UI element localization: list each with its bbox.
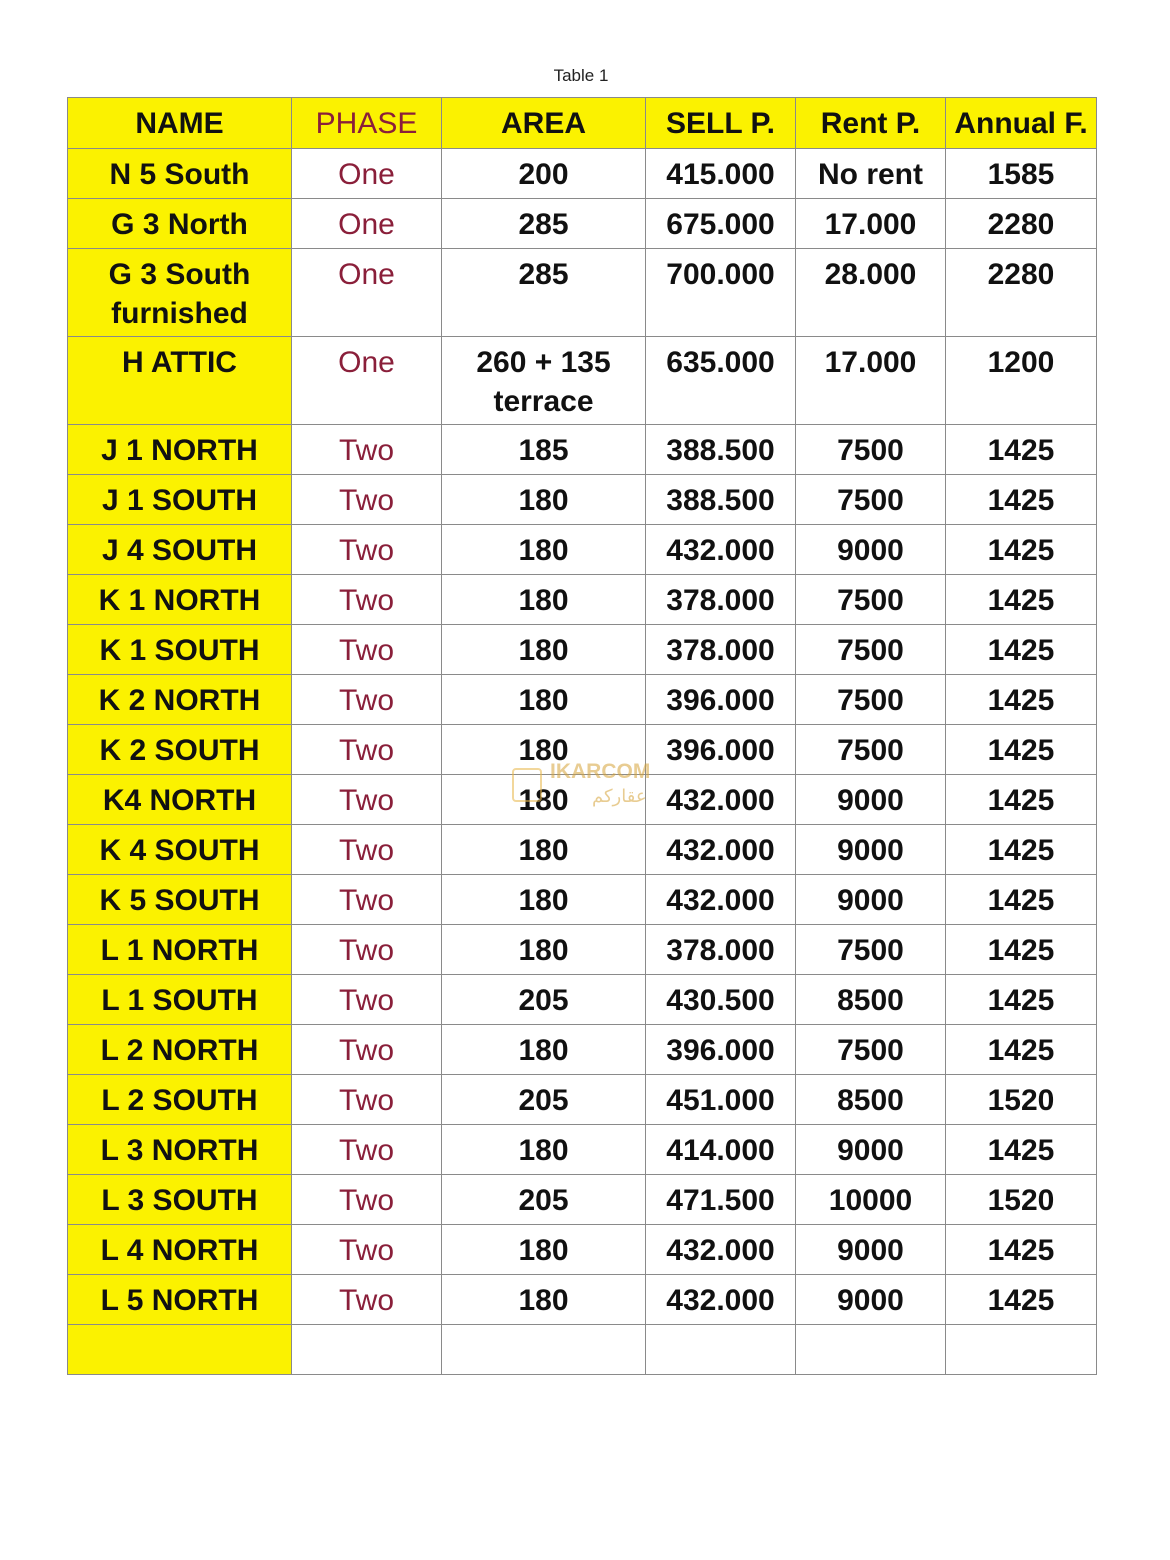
cell-phase: Two [292,575,442,625]
cell-area-line: 180 [518,584,569,617]
cell-annual-fee: 1425 [946,925,1097,975]
cell-area [442,249,646,337]
cell-area [442,1225,646,1275]
cell-rent-price: 9000 [796,1125,946,1175]
cell-sell-price: 378.000 [646,925,796,975]
cell-area-line: 180 [518,534,569,567]
cell-name-line: K 2 SOUTH [99,734,260,767]
cell-rent-price: 9000 [796,1225,946,1275]
cell-area-line: 180 [518,734,569,767]
cell-rent-price: 9000 [796,825,946,875]
cell-phase: Two [292,525,442,575]
cell-name [68,249,292,337]
cell-phase [292,1325,442,1375]
cell-rent-price: 28.000 [796,249,946,337]
cell-area-line: 180 [518,1134,569,1167]
cell-phase: One [292,199,442,249]
cell-area [442,1025,646,1075]
cell-name [68,875,292,925]
cell-annual-fee: 1425 [946,875,1097,925]
cell-area [442,199,646,249]
header-sell-price: SELL P. [646,98,796,149]
cell-name-line: L 4 NORTH [100,1234,259,1267]
header-name: NAME [68,98,292,149]
cell-phase: One [292,249,442,337]
cell-area [442,575,646,625]
cell-phase: Two [292,1225,442,1275]
cell-area [442,337,646,425]
cell-rent-price: 10000 [796,1175,946,1225]
cell-annual-fee: 1425 [946,1125,1097,1175]
cell-annual-fee: 1425 [946,1225,1097,1275]
cell-phase: Two [292,1075,442,1125]
table-caption: Table 1 [553,66,609,85]
cell-phase: Two [292,875,442,925]
header-rent-price: Rent P. [796,98,946,149]
table-row [68,575,1097,625]
cell-rent-price: 7500 [796,725,946,775]
cell-area-line: 180 [518,684,569,717]
table-row [68,1025,1097,1075]
cell-area-line: 180 [518,1284,569,1317]
cell-name [68,425,292,475]
cell-name [68,525,292,575]
cell-area [442,525,646,575]
cell-area [442,1275,646,1325]
cell-area [442,1075,646,1125]
cell-area-line: 205 [518,1084,569,1117]
cell-rent-price: 9000 [796,525,946,575]
cell-name-line: K 2 NORTH [98,684,261,717]
table-row [68,1125,1097,1175]
cell-name-line: N 5 South [109,158,250,191]
cell-name [68,675,292,725]
header-row [68,98,1097,149]
cell-annual-fee: 1425 [946,1275,1097,1325]
cell-rent-price: 7500 [796,425,946,475]
table-row [68,625,1097,675]
table-row [68,875,1097,925]
cell-area-line: terrace [493,385,594,418]
cell-annual-fee: 2280 [946,199,1097,249]
cell-rent-price: 9000 [796,1275,946,1325]
cell-area-line: 180 [518,1034,569,1067]
cell-area-line: 180 [518,834,569,867]
cell-name-line: L 5 NORTH [100,1284,259,1317]
cell-area-line: 185 [518,434,569,467]
cell-annual-fee: 1425 [946,425,1097,475]
cell-area-line: 200 [518,158,569,191]
cell-name [68,475,292,525]
cell-name-line: L 1 NORTH [100,934,259,967]
cell-sell-price: 432.000 [646,1225,796,1275]
table-row [68,775,1097,825]
cell-area-line: 260 + 135 [476,346,611,379]
cell-name-line: J 1 SOUTH [101,484,258,517]
cell-name-line: K 5 SOUTH [99,884,260,917]
cell-sell-price: 432.000 [646,775,796,825]
table-row [68,1175,1097,1225]
table-row [68,725,1097,775]
cell-annual-fee [946,1325,1097,1375]
cell-name [68,925,292,975]
table-row [68,825,1097,875]
cell-area-line: 180 [518,484,569,517]
cell-name-line: J 4 SOUTH [101,534,258,567]
cell-name [68,337,292,425]
cell-area [442,875,646,925]
cell-name-line: L 2 SOUTH [101,1084,258,1117]
table-row [68,675,1097,725]
cell-area [442,725,646,775]
cell-sell-price: 700.000 [646,249,796,337]
cell-area [442,1175,646,1225]
cell-annual-fee: 1520 [946,1075,1097,1125]
table-row [68,337,1097,425]
cell-annual-fee: 1425 [946,1025,1097,1075]
cell-rent-price: 8500 [796,1075,946,1125]
table-row [68,249,1097,337]
cell-sell-price: 388.500 [646,425,796,475]
cell-phase: One [292,337,442,425]
cell-phase: Two [292,725,442,775]
cell-annual-fee: 1425 [946,475,1097,525]
property-table [67,97,1097,1375]
table-body [68,149,1097,1375]
cell-name-line: J 1 NORTH [101,434,258,467]
cell-sell-price: 396.000 [646,675,796,725]
cell-annual-fee: 1520 [946,1175,1097,1225]
cell-rent-price: 7500 [796,475,946,525]
cell-rent-price [796,1325,946,1375]
cell-name-line: L 2 NORTH [100,1034,259,1067]
cell-annual-fee: 1425 [946,975,1097,1025]
cell-sell-price: 378.000 [646,575,796,625]
cell-area [442,625,646,675]
cell-sell-price: 414.000 [646,1125,796,1175]
cell-area-line: 205 [518,1184,569,1217]
cell-phase: Two [292,775,442,825]
cell-phase: Two [292,975,442,1025]
cell-annual-fee: 1425 [946,725,1097,775]
cell-rent-price: 7500 [796,1025,946,1075]
table-row [68,975,1097,1025]
cell-rent-price: 9000 [796,875,946,925]
cell-name-line: furnished [111,297,248,330]
cell-sell-price: 378.000 [646,625,796,675]
cell-sell-price: 432.000 [646,825,796,875]
table-row [68,525,1097,575]
cell-name-line: L 3 SOUTH [101,1184,258,1217]
cell-name-line: G 3 South [108,258,251,291]
cell-phase: Two [292,625,442,675]
cell-area-line: 180 [518,1234,569,1267]
cell-area [442,775,646,825]
cell-sell-price: 471.500 [646,1175,796,1225]
cell-annual-fee: 1425 [946,775,1097,825]
cell-phase: Two [292,925,442,975]
header-annual-fee: Annual F. [946,98,1097,149]
cell-sell-price: 415.000 [646,149,796,199]
cell-phase: Two [292,1025,442,1075]
cell-name [68,1125,292,1175]
cell-name [68,725,292,775]
cell-annual-fee: 1425 [946,825,1097,875]
cell-sell-price: 432.000 [646,875,796,925]
cell-sell-price: 635.000 [646,337,796,425]
cell-rent-price: 17.000 [796,199,946,249]
cell-name [68,975,292,1025]
cell-sell-price: 432.000 [646,525,796,575]
cell-name-line: K 1 SOUTH [99,634,260,667]
cell-name-line: K 1 NORTH [98,584,261,617]
cell-phase: One [292,149,442,199]
cell-rent-price: 8500 [796,975,946,1025]
cell-area [442,975,646,1025]
cell-name [68,1275,292,1325]
header-phase: PHASE [292,98,442,149]
cell-annual-fee: 1425 [946,675,1097,725]
table-row [68,925,1097,975]
table-row [68,199,1097,249]
cell-name [68,775,292,825]
cell-area-line: 180 [518,934,569,967]
cell-phase: Two [292,1125,442,1175]
table-row [68,475,1097,525]
cell-annual-fee: 1200 [946,337,1097,425]
cell-name-line: L 3 NORTH [100,1134,259,1167]
cell-area [442,425,646,475]
cell-annual-fee: 2280 [946,249,1097,337]
table-row [68,1225,1097,1275]
cell-name [68,1325,292,1375]
cell-area-line: 285 [518,258,569,291]
cell-area [442,475,646,525]
cell-rent-price: 7500 [796,575,946,625]
cell-phase: Two [292,825,442,875]
cell-name-line: G 3 North [111,208,248,241]
cell-area [442,675,646,725]
cell-sell-price: 396.000 [646,725,796,775]
cell-phase: Two [292,675,442,725]
cell-name [68,1075,292,1125]
cell-sell-price: 396.000 [646,1025,796,1075]
table-row [68,149,1097,199]
cell-rent-price: No rent [796,149,946,199]
cell-sell-price [646,1325,796,1375]
cell-annual-fee: 1425 [946,575,1097,625]
cell-name [68,1175,292,1225]
cell-rent-price: 7500 [796,675,946,725]
cell-name-line: K4 NORTH [102,784,257,817]
cell-area [442,925,646,975]
cell-rent-price: 9000 [796,775,946,825]
table-row [68,1075,1097,1125]
table-row [68,1325,1097,1375]
cell-name [68,825,292,875]
cell-area-line: 180 [518,784,569,817]
cell-name [68,1025,292,1075]
watermark-text-ar: عقاركم [592,786,647,807]
cell-area [442,1325,646,1375]
table-row [68,1275,1097,1325]
cell-rent-price: 17.000 [796,337,946,425]
cell-name [68,149,292,199]
cell-area [442,825,646,875]
cell-rent-price: 7500 [796,625,946,675]
table-row [68,425,1097,475]
cell-name [68,575,292,625]
cell-phase: Two [292,425,442,475]
cell-name [68,199,292,249]
cell-rent-price: 7500 [796,925,946,975]
cell-name [68,1225,292,1275]
cell-phase: Two [292,1175,442,1225]
cell-sell-price: 430.500 [646,975,796,1025]
cell-sell-price: 451.000 [646,1075,796,1125]
cell-area-line: 285 [518,208,569,241]
cell-sell-price: 432.000 [646,1275,796,1325]
cell-annual-fee: 1425 [946,525,1097,575]
cell-name-line: H ATTIC [122,346,237,379]
cell-annual-fee: 1585 [946,149,1097,199]
cell-area-line: 180 [518,884,569,917]
cell-name [68,625,292,675]
cell-phase: Two [292,475,442,525]
cell-name-line: K 4 SOUTH [99,834,260,867]
cell-sell-price: 388.500 [646,475,796,525]
header-area: AREA [442,98,646,149]
cell-area [442,1125,646,1175]
cell-annual-fee: 1425 [946,625,1097,675]
cell-area-line: 205 [518,984,569,1017]
cell-area [442,149,646,199]
cell-sell-price: 675.000 [646,199,796,249]
watermark-text-en: IKARCOM [550,760,651,783]
cell-area-line: 180 [518,634,569,667]
cell-name-line: L 1 SOUTH [101,984,258,1017]
cell-phase: Two [292,1275,442,1325]
